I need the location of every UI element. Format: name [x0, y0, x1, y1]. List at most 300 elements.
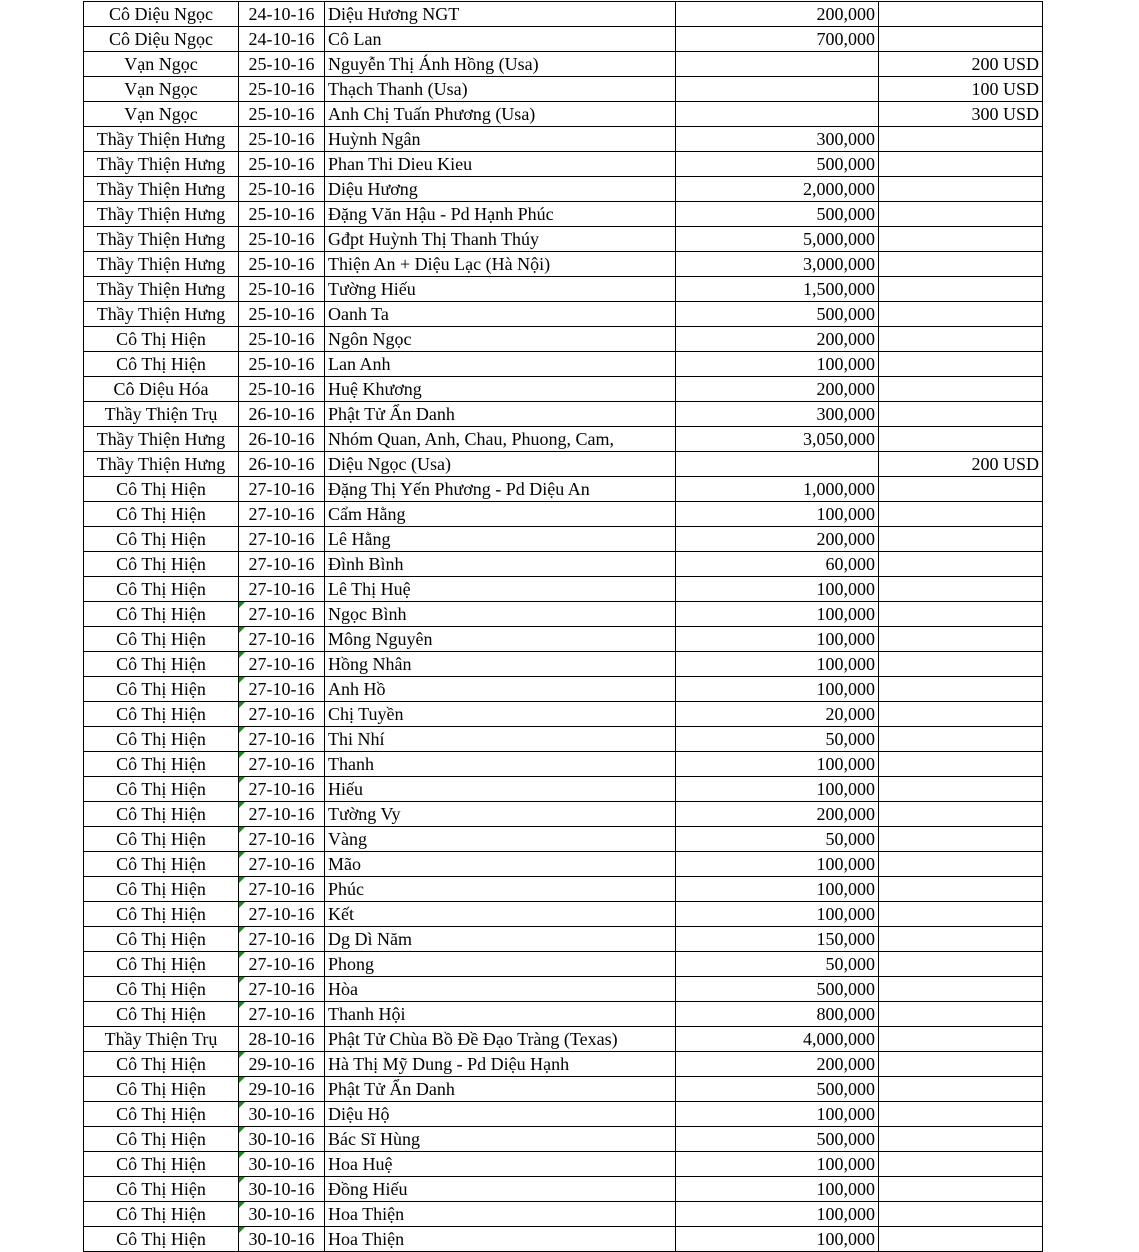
amount-usd-cell[interactable]	[879, 552, 1043, 577]
donor-cell[interactable]: Vàng	[325, 827, 676, 852]
receiver-cell[interactable]: Cô Thị Hiện	[84, 827, 239, 852]
receiver-cell[interactable]: Cô Thị Hiện	[84, 752, 239, 777]
receiver-cell[interactable]: Cô Thị Hiện	[84, 352, 239, 377]
donor-cell[interactable]: Mão	[325, 852, 676, 877]
date-cell[interactable]: 27-10-16	[239, 552, 325, 577]
date-cell[interactable]: 26-10-16	[239, 402, 325, 427]
date-cell[interactable]: 25-10-16	[239, 152, 325, 177]
table-row	[84, 402, 1043, 427]
error-indicator-icon	[239, 927, 245, 933]
donor-cell[interactable]: Anh Chị Tuấn Phương (Usa)	[325, 102, 676, 127]
date-cell[interactable]: 28-10-16	[239, 1027, 325, 1052]
donor-cell[interactable]: Dg Dì Năm	[325, 927, 676, 952]
amount-vnd-cell[interactable]: 300,000	[676, 402, 879, 427]
amount-vnd-cell[interactable]: 700,000	[676, 27, 879, 52]
donor-cell[interactable]: Cô Lan	[325, 27, 676, 52]
date-cell[interactable]: 29-10-16	[239, 1052, 325, 1077]
date-cell[interactable]: 27-10-16	[239, 827, 325, 852]
amount-usd-cell[interactable]	[879, 752, 1043, 777]
amount-vnd-cell[interactable]: 500,000	[676, 202, 879, 227]
amount-usd-cell[interactable]	[879, 1027, 1043, 1052]
table-row	[84, 77, 1043, 102]
table-row	[84, 552, 1043, 577]
amount-vnd-cell[interactable]: 100,000	[676, 752, 879, 777]
receiver-cell[interactable]: Vạn Ngọc	[84, 52, 239, 77]
receiver-cell[interactable]: Cô Thị Hiện	[84, 502, 239, 527]
date-cell[interactable]: 27-10-16	[239, 752, 325, 777]
receiver-cell[interactable]: Cô Diệu Ngọc	[84, 27, 239, 52]
amount-usd-cell[interactable]	[879, 1077, 1043, 1102]
donor-cell[interactable]: Hồng Nhân	[325, 652, 676, 677]
donor-cell[interactable]: Phan Thi Dieu Kieu	[325, 152, 676, 177]
amount-vnd-cell[interactable]: 100,000	[676, 677, 879, 702]
error-indicator-icon	[239, 827, 245, 833]
amount-usd-cell[interactable]	[879, 152, 1043, 177]
receiver-cell[interactable]: Cô Thị Hiện	[84, 877, 239, 902]
date-cell[interactable]: 25-10-16	[239, 202, 325, 227]
donor-cell[interactable]: Thiện An + Diệu Lạc (Hà Nội)	[325, 252, 676, 277]
receiver-cell[interactable]: Cô Thị Hiện	[84, 1152, 239, 1177]
amount-vnd-cell[interactable]: 50,000	[676, 827, 879, 852]
date-cell[interactable]: 27-10-16	[239, 777, 325, 802]
amount-vnd-cell[interactable]: 20,000	[676, 702, 879, 727]
donor-cell[interactable]: Huệ Khương	[325, 377, 676, 402]
amount-vnd-cell[interactable]: 3,000,000	[676, 252, 879, 277]
amount-usd-cell[interactable]	[879, 852, 1043, 877]
receiver-cell[interactable]: Vạn Ngọc	[84, 77, 239, 102]
table-row	[84, 252, 1043, 277]
receiver-cell[interactable]: Cô Thị Hiện	[84, 527, 239, 552]
donor-cell[interactable]: Nguyễn Thị Ánh Hồng (Usa)	[325, 52, 676, 77]
donor-cell[interactable]: Phong	[325, 952, 676, 977]
error-indicator-icon	[239, 1152, 245, 1158]
amount-vnd-cell[interactable]	[676, 452, 879, 477]
receiver-cell[interactable]: Cô Thị Hiện	[84, 727, 239, 752]
table-row	[84, 27, 1043, 52]
amount-usd-cell[interactable]	[879, 727, 1043, 752]
table-row	[84, 727, 1043, 752]
amount-usd-cell[interactable]	[879, 502, 1043, 527]
error-indicator-icon	[239, 852, 245, 858]
amount-vnd-cell[interactable]	[676, 52, 879, 77]
amount-usd-cell[interactable]	[879, 27, 1043, 52]
donor-cell[interactable]: Hà Thị Mỹ Dung - Pd Diệu Hạnh	[325, 1052, 676, 1077]
table-row	[84, 1152, 1043, 1177]
donor-cell[interactable]: Đặng Thị Yến Phương - Pd Diệu An	[325, 477, 676, 502]
donor-cell[interactable]: Gđpt Huỳnh Thị Thanh Thúy	[325, 227, 676, 252]
receiver-cell[interactable]: Cô Thị Hiện	[84, 902, 239, 927]
donor-cell[interactable]: Ngọc Bình	[325, 602, 676, 627]
amount-usd-cell[interactable]	[879, 1177, 1043, 1202]
amount-vnd-cell[interactable]: 100,000	[676, 1102, 879, 1127]
receiver-cell[interactable]: Thầy Thiện Hưng	[84, 152, 239, 177]
amount-usd-cell[interactable]	[879, 1202, 1043, 1227]
table-row	[84, 127, 1043, 152]
amount-vnd-cell[interactable]: 200,000	[676, 2, 879, 27]
table-row	[84, 427, 1043, 452]
amount-usd-cell[interactable]	[879, 1052, 1043, 1077]
donor-cell[interactable]: Tường Vy	[325, 802, 676, 827]
donor-cell[interactable]: Đồng Hiếu	[325, 1177, 676, 1202]
table-row	[84, 1202, 1043, 1227]
amount-usd-cell[interactable]	[879, 577, 1043, 602]
donor-cell[interactable]: Diệu Hương	[325, 177, 676, 202]
amount-usd-cell[interactable]	[879, 652, 1043, 677]
amount-vnd-cell[interactable]: 1,500,000	[676, 277, 879, 302]
amount-usd-cell[interactable]: 200 USD	[879, 452, 1043, 477]
amount-vnd-cell[interactable]: 200,000	[676, 1052, 879, 1077]
table-row	[84, 102, 1043, 127]
amount-usd-cell[interactable]	[879, 402, 1043, 427]
donor-cell[interactable]: Hoa Huệ	[325, 1152, 676, 1177]
date-cell[interactable]: 25-10-16	[239, 127, 325, 152]
receiver-cell[interactable]: Thầy Thiện Hưng	[84, 427, 239, 452]
date-cell[interactable]: 25-10-16	[239, 327, 325, 352]
amount-vnd-cell[interactable]: 100,000	[676, 877, 879, 902]
donor-cell[interactable]: Lê Thị Huệ	[325, 577, 676, 602]
error-indicator-icon	[239, 777, 245, 783]
donor-cell[interactable]: Thi Nhí	[325, 727, 676, 752]
receiver-cell[interactable]: Cô Thị Hiện	[84, 927, 239, 952]
amount-usd-cell[interactable]	[879, 1127, 1043, 1152]
amount-usd-cell[interactable]	[879, 177, 1043, 202]
amount-vnd-cell[interactable]: 100,000	[676, 1152, 879, 1177]
amount-vnd-cell[interactable]: 60,000	[676, 552, 879, 577]
date-cell[interactable]: 27-10-16	[239, 502, 325, 527]
amount-usd-cell[interactable]	[879, 427, 1043, 452]
date-cell[interactable]: 27-10-16	[239, 652, 325, 677]
receiver-cell[interactable]: Cô Thị Hiện	[84, 1202, 239, 1227]
error-indicator-icon	[239, 1127, 245, 1133]
date-cell[interactable]: 27-10-16	[239, 927, 325, 952]
date-cell[interactable]: 30-10-16	[239, 1177, 325, 1202]
table-row	[84, 202, 1043, 227]
table-row	[84, 177, 1043, 202]
amount-vnd-cell[interactable]: 100,000	[676, 652, 879, 677]
date-cell[interactable]: 27-10-16	[239, 577, 325, 602]
receiver-cell[interactable]: Cô Thị Hiện	[84, 1127, 239, 1152]
date-cell[interactable]: 25-10-16	[239, 77, 325, 102]
amount-vnd-cell[interactable]	[676, 102, 879, 127]
donor-cell[interactable]: Nhóm Quan, Anh, Chau, Phuong, Cam,	[325, 427, 676, 452]
donor-cell[interactable]: Phúc	[325, 877, 676, 902]
donor-cell[interactable]: Ngôn Ngọc	[325, 327, 676, 352]
amount-usd-cell[interactable]	[879, 1102, 1043, 1127]
amount-usd-cell[interactable]: 200 USD	[879, 52, 1043, 77]
amount-vnd-cell[interactable]: 100,000	[676, 1202, 879, 1227]
amount-vnd-cell[interactable]: 4,000,000	[676, 1027, 879, 1052]
amount-vnd-cell[interactable]: 5,000,000	[676, 227, 879, 252]
donor-cell[interactable]: Thanh	[325, 752, 676, 777]
donor-cell[interactable]: Hoa Thiện	[325, 1227, 676, 1252]
date-cell[interactable]: 27-10-16	[239, 477, 325, 502]
amount-vnd-cell[interactable]: 200,000	[676, 327, 879, 352]
amount-vnd-cell[interactable]: 50,000	[676, 952, 879, 977]
donor-cell[interactable]: Bác Sĩ Hùng	[325, 1127, 676, 1152]
table-row	[84, 502, 1043, 527]
date-cell[interactable]: 30-10-16	[239, 1102, 325, 1127]
amount-usd-cell[interactable]	[879, 702, 1043, 727]
date-cell[interactable]: 27-10-16	[239, 677, 325, 702]
amount-vnd-cell[interactable]: 100,000	[676, 602, 879, 627]
receiver-cell[interactable]: Cô Thị Hiện	[84, 477, 239, 502]
amount-vnd-cell[interactable]: 100,000	[676, 627, 879, 652]
amount-vnd-cell[interactable]: 100,000	[676, 352, 879, 377]
date-cell[interactable]: 25-10-16	[239, 252, 325, 277]
amount-usd-cell[interactable]	[879, 1002, 1043, 1027]
amount-usd-cell[interactable]	[879, 877, 1043, 902]
date-cell[interactable]: 27-10-16	[239, 977, 325, 1002]
amount-usd-cell[interactable]	[879, 927, 1043, 952]
amount-vnd-cell[interactable]: 200,000	[676, 802, 879, 827]
amount-usd-cell[interactable]	[879, 252, 1043, 277]
receiver-cell[interactable]: Cô Thị Hiện	[84, 1177, 239, 1202]
table-row	[84, 227, 1043, 252]
date-cell[interactable]: 27-10-16	[239, 852, 325, 877]
donor-cell[interactable]: Đặng Văn Hậu - Pd Hạnh Phúc	[325, 202, 676, 227]
amount-vnd-cell[interactable]: 300,000	[676, 127, 879, 152]
amount-usd-cell[interactable]	[879, 477, 1043, 502]
donor-cell[interactable]: Oanh Ta	[325, 302, 676, 327]
date-cell[interactable]: 25-10-16	[239, 302, 325, 327]
receiver-cell[interactable]: Cô Thị Hiện	[84, 627, 239, 652]
receiver-cell[interactable]: Cô Diệu Hóa	[84, 377, 239, 402]
date-cell[interactable]: 30-10-16	[239, 1202, 325, 1227]
amount-vnd-cell[interactable]: 200,000	[676, 527, 879, 552]
amount-vnd-cell[interactable]: 150,000	[676, 927, 879, 952]
date-cell[interactable]: 25-10-16	[239, 177, 325, 202]
table-row	[84, 577, 1043, 602]
receiver-cell[interactable]: Vạn Ngọc	[84, 102, 239, 127]
donor-cell[interactable]: Hòa	[325, 977, 676, 1002]
table-row	[84, 777, 1043, 802]
receiver-cell[interactable]: Cô Thị Hiện	[84, 852, 239, 877]
donor-cell[interactable]: Diệu Ngọc (Usa)	[325, 452, 676, 477]
error-indicator-icon	[239, 1052, 245, 1058]
receiver-cell[interactable]: Cô Thị Hiện	[84, 1227, 239, 1252]
receiver-cell[interactable]: Cô Thị Hiện	[84, 652, 239, 677]
amount-usd-cell[interactable]: 300 USD	[879, 102, 1043, 127]
date-cell[interactable]: 29-10-16	[239, 1077, 325, 1102]
receiver-cell[interactable]: Thầy Thiện Hưng	[84, 277, 239, 302]
receiver-cell[interactable]: Cô Thị Hiện	[84, 1052, 239, 1077]
receiver-cell[interactable]: Thầy Thiện Hưng	[84, 127, 239, 152]
amount-vnd-cell[interactable]: 500,000	[676, 302, 879, 327]
amount-usd-cell[interactable]	[879, 227, 1043, 252]
date-cell[interactable]: 27-10-16	[239, 952, 325, 977]
amount-vnd-cell[interactable]: 100,000	[676, 502, 879, 527]
donor-cell[interactable]: Hiếu	[325, 777, 676, 802]
donor-cell[interactable]: Lan Anh	[325, 352, 676, 377]
date-cell[interactable]: 30-10-16	[239, 1127, 325, 1152]
amount-vnd-cell[interactable]: 100,000	[676, 852, 879, 877]
amount-usd-cell[interactable]	[879, 977, 1043, 1002]
date-cell[interactable]: 27-10-16	[239, 727, 325, 752]
amount-vnd-cell[interactable]: 500,000	[676, 152, 879, 177]
amount-vnd-cell[interactable]: 100,000	[676, 1177, 879, 1202]
donation-table-body	[84, 2, 1043, 1252]
amount-vnd-cell[interactable]: 1,000,000	[676, 477, 879, 502]
table-row	[84, 52, 1043, 77]
date-cell[interactable]: 25-10-16	[239, 102, 325, 127]
donor-cell[interactable]: Hoa Thiện	[325, 1202, 676, 1227]
donor-cell[interactable]: Thanh Hội	[325, 1002, 676, 1027]
donation-table	[83, 1, 1043, 1252]
table-row	[84, 377, 1043, 402]
receiver-cell[interactable]: Thầy Thiện Hưng	[84, 202, 239, 227]
date-cell[interactable]: 26-10-16	[239, 452, 325, 477]
receiver-cell[interactable]: Thầy Thiện Hưng	[84, 452, 239, 477]
amount-usd-cell[interactable]	[879, 527, 1043, 552]
donor-cell[interactable]: Cẩm Hằng	[325, 502, 676, 527]
receiver-cell[interactable]: Thầy Thiện Trụ	[84, 1027, 239, 1052]
donor-cell[interactable]: Phật Tử Ẩn Danh	[325, 1077, 676, 1102]
donor-cell[interactable]: Lê Hằng	[325, 527, 676, 552]
donor-cell[interactable]: Tường Hiếu	[325, 277, 676, 302]
table-row	[84, 902, 1043, 927]
receiver-cell[interactable]: Thầy Thiện Hưng	[84, 302, 239, 327]
date-cell[interactable]: 25-10-16	[239, 277, 325, 302]
receiver-cell[interactable]: Thầy Thiện Hưng	[84, 177, 239, 202]
table-row	[84, 802, 1043, 827]
receiver-cell[interactable]: Thầy Thiện Hưng	[84, 252, 239, 277]
date-cell[interactable]: 27-10-16	[239, 877, 325, 902]
donor-cell[interactable]: Thạch Thanh (Usa)	[325, 77, 676, 102]
error-indicator-icon	[239, 952, 245, 958]
receiver-cell[interactable]: Cô Thị Hiện	[84, 552, 239, 577]
table-row	[84, 827, 1043, 852]
date-cell[interactable]: 26-10-16	[239, 427, 325, 452]
receiver-cell[interactable]: Cô Thị Hiện	[84, 1002, 239, 1027]
amount-vnd-cell[interactable]: 200,000	[676, 377, 879, 402]
amount-usd-cell[interactable]	[879, 2, 1043, 27]
error-indicator-icon	[239, 1177, 245, 1183]
amount-usd-cell[interactable]	[879, 777, 1043, 802]
date-cell[interactable]: 27-10-16	[239, 527, 325, 552]
donor-cell[interactable]: Chị Tuyền	[325, 702, 676, 727]
amount-usd-cell[interactable]	[879, 627, 1043, 652]
donor-cell[interactable]: Huỳnh Ngân	[325, 127, 676, 152]
donor-cell[interactable]: Phật Tử Ẩn Danh	[325, 402, 676, 427]
amount-usd-cell[interactable]	[879, 277, 1043, 302]
amount-usd-cell[interactable]	[879, 827, 1043, 852]
error-indicator-icon	[239, 1102, 245, 1108]
date-cell[interactable]: 24-10-16	[239, 27, 325, 52]
date-cell[interactable]: 25-10-16	[239, 227, 325, 252]
table-row	[84, 1077, 1043, 1102]
amount-usd-cell[interactable]	[879, 602, 1043, 627]
amount-usd-cell[interactable]	[879, 127, 1043, 152]
receiver-cell[interactable]: Cô Thị Hiện	[84, 677, 239, 702]
amount-vnd-cell[interactable]: 800,000	[676, 1002, 879, 1027]
receiver-cell[interactable]: Cô Thị Hiện	[84, 777, 239, 802]
table-row	[84, 702, 1043, 727]
donor-cell[interactable]: Đình Bình	[325, 552, 676, 577]
amount-usd-cell[interactable]	[879, 302, 1043, 327]
receiver-cell[interactable]: Cô Thị Hiện	[84, 802, 239, 827]
error-indicator-icon	[239, 602, 245, 608]
receiver-cell[interactable]: Cô Thị Hiện	[84, 977, 239, 1002]
amount-usd-cell[interactable]	[879, 1152, 1043, 1177]
table-row	[84, 852, 1043, 877]
receiver-cell[interactable]: Cô Thị Hiện	[84, 577, 239, 602]
date-cell[interactable]: 27-10-16	[239, 902, 325, 927]
donor-cell[interactable]: Anh Hồ	[325, 677, 676, 702]
table-row	[84, 752, 1043, 777]
date-cell[interactable]: 25-10-16	[239, 352, 325, 377]
date-cell[interactable]: 27-10-16	[239, 702, 325, 727]
amount-usd-cell[interactable]	[879, 202, 1043, 227]
amount-usd-cell[interactable]	[879, 352, 1043, 377]
amount-usd-cell[interactable]	[879, 802, 1043, 827]
amount-vnd-cell[interactable]: 100,000	[676, 1227, 879, 1252]
donor-cell[interactable]: Diệu Hộ	[325, 1102, 676, 1127]
amount-vnd-cell[interactable]: 50,000	[676, 727, 879, 752]
error-indicator-icon	[239, 1202, 245, 1208]
receiver-cell[interactable]: Cô Thị Hiện	[84, 1102, 239, 1127]
date-cell[interactable]: 27-10-16	[239, 602, 325, 627]
table-row	[84, 452, 1043, 477]
amount-usd-cell[interactable]	[879, 902, 1043, 927]
date-cell[interactable]: 24-10-16	[239, 2, 325, 27]
receiver-cell[interactable]: Cô Diệu Ngọc	[84, 2, 239, 27]
table-row	[84, 1127, 1043, 1152]
amount-usd-cell[interactable]	[879, 1227, 1043, 1252]
date-cell[interactable]: 30-10-16	[239, 1227, 325, 1252]
amount-vnd-cell[interactable]: 500,000	[676, 977, 879, 1002]
date-cell[interactable]: 30-10-16	[239, 1152, 325, 1177]
date-cell[interactable]: 25-10-16	[239, 377, 325, 402]
amount-usd-cell[interactable]	[879, 952, 1043, 977]
receiver-cell[interactable]: Cô Thị Hiện	[84, 327, 239, 352]
amount-usd-cell[interactable]	[879, 377, 1043, 402]
table-row	[84, 677, 1043, 702]
amount-usd-cell[interactable]	[879, 677, 1043, 702]
date-cell[interactable]: 25-10-16	[239, 52, 325, 77]
donor-cell[interactable]: Diệu Hương NGT	[325, 2, 676, 27]
amount-vnd-cell[interactable]: 100,000	[676, 777, 879, 802]
amount-vnd-cell[interactable]: 100,000	[676, 902, 879, 927]
amount-usd-cell[interactable]: 100 USD	[879, 77, 1043, 102]
receiver-cell[interactable]: Thầy Thiện Trụ	[84, 402, 239, 427]
receiver-cell[interactable]: Cô Thị Hiện	[84, 702, 239, 727]
table-row	[84, 977, 1043, 1002]
table-row	[84, 1027, 1043, 1052]
receiver-cell[interactable]: Cô Thị Hiện	[84, 1077, 239, 1102]
receiver-cell[interactable]: Cô Thị Hiện	[84, 952, 239, 977]
date-cell[interactable]: 27-10-16	[239, 1002, 325, 1027]
receiver-cell[interactable]: Thầy Thiện Hưng	[84, 227, 239, 252]
error-indicator-icon	[239, 1227, 245, 1233]
amount-vnd-cell[interactable]	[676, 77, 879, 102]
date-cell[interactable]: 27-10-16	[239, 627, 325, 652]
amount-vnd-cell[interactable]: 100,000	[676, 577, 879, 602]
donor-cell[interactable]: Kết	[325, 902, 676, 927]
donor-cell[interactable]: Phật Tử Chùa Bồ Đề Đạo Tràng (Texas)	[325, 1027, 676, 1052]
table-row	[84, 627, 1043, 652]
date-cell[interactable]: 27-10-16	[239, 802, 325, 827]
amount-usd-cell[interactable]	[879, 327, 1043, 352]
error-indicator-icon	[239, 702, 245, 708]
amount-vnd-cell[interactable]: 500,000	[676, 1127, 879, 1152]
table-row	[84, 352, 1043, 377]
amount-vnd-cell[interactable]: 500,000	[676, 1077, 879, 1102]
amount-vnd-cell[interactable]: 3,050,000	[676, 427, 879, 452]
amount-vnd-cell[interactable]: 2,000,000	[676, 177, 879, 202]
receiver-cell[interactable]: Cô Thị Hiện	[84, 602, 239, 627]
table-row	[84, 877, 1043, 902]
donor-cell[interactable]: Mông Nguyên	[325, 627, 676, 652]
